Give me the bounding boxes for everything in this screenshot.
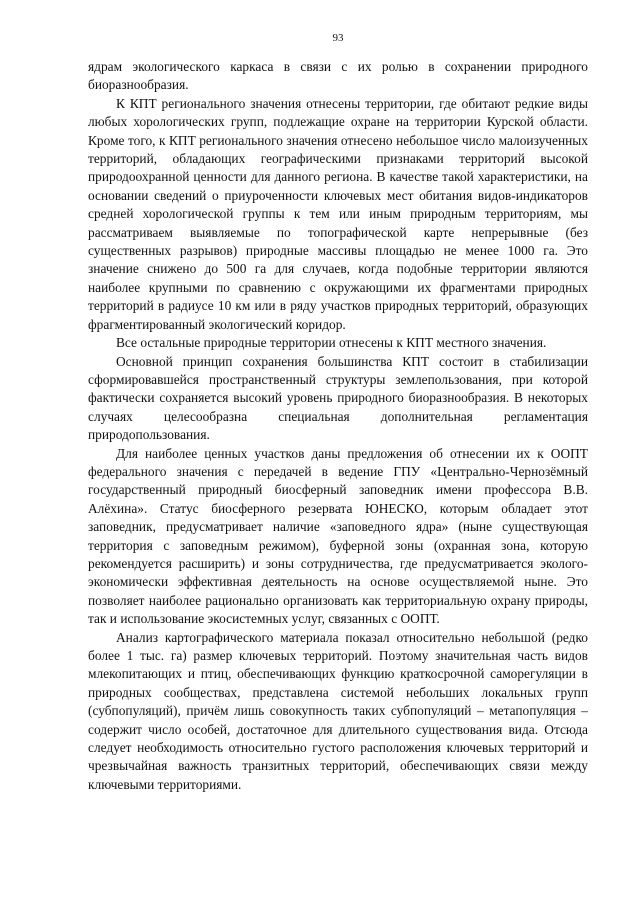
paragraph-regional-kpt: К КПТ регионального значения отнесены территории, где обитают редкие виды любых хорологических групп, подлежащие охране на территории Курской области. Кроме того, к КПТ регионального значения отнесено небольшое число малоизученных территорий, обладающих географическими признаками территорий высокой природоохранной ценности для данного региона. В качестве такой характеристики, на основании сведений о приуроченности ключевых мест обитания видов-индикаторов средней хорологической группы к тем или иным природным территориям, мы рассматриваем выявляемые по топографической карте непрерывные (без существенных разрывов) природные массивы площадью не менее 1000 га. Это значение снижено до 500 га для случаев, когда подобные территории являются наиболее крупными по сравнению с окружающими их фрагментами природных территорий в радиусе 10 км или в ряду участков природных территорий, образующих фрагментированный экологический коридор. (88, 95, 588, 332)
paragraph-conservation-principle: Основной принцип сохранения большинства КПТ состоит в стабилизации сформировавшейся пространственный структуры землепользования, при которой фактически сохраняется высокий уровень природного биоразнообразия. В некоторых случаях целесообразна специальная дополнительная регламентация природопользования. (88, 353, 588, 443)
page-number: 93 (332, 32, 344, 44)
paragraph-continuation: ядрам экологического каркаса в связи с их ролью в сохранении природного биоразнообразия. (88, 59, 588, 93)
paragraph-cartographic-analysis: Анализ картографического материала показал относительно небольшой (редко более 1 тыс. га) размер ключевых территорий. Поэтому значительная часть видов млекопитающих и птиц, обеспечивающих функцию краткосрочной саморегуляции в природных сообществах, представлена системой небольших локальных групп (субпопуляций), причём лишь совокупность таких субпопуляций – метапопуляция – содержит число особей, достаточное для длительного существования вида. Отсюда следует необходимость относительно густого расположения ключевых территорий и чрезвычайная важность транзитных территорий, обеспечивающих связи между ключевыми территориями. (88, 629, 588, 792)
paragraph-local-kpt: Все остальные природные территории отнесены к КПТ местного значения. (116, 335, 547, 351)
paragraph-federal-oopt: Для наиболее ценных участков даны предложения об отнесении их к ООПТ федерального значения с передачей в ведение ГПУ «Центрально-Чернозёмный государственный природный биосферный заповедник имени профессора В.В. Алёхина». Статус биосферного резервата ЮНЕСКО, которым обладает этот заповедник, предусматривает наличие «заповедного ядра» (ныне существующая территория с заповедным режимом), буферной зоны (охранная зона, которую рекомендуется расширить) и зоны сотрудничества, где предусматривается эколого-экономически эффективная деятельность на основе осуществляемой ныне. Это позволяет наиболее рационально организовать как территориальную охрану природы, так и использование экосистемных услуг, связанных с ООПТ. (88, 445, 588, 627)
